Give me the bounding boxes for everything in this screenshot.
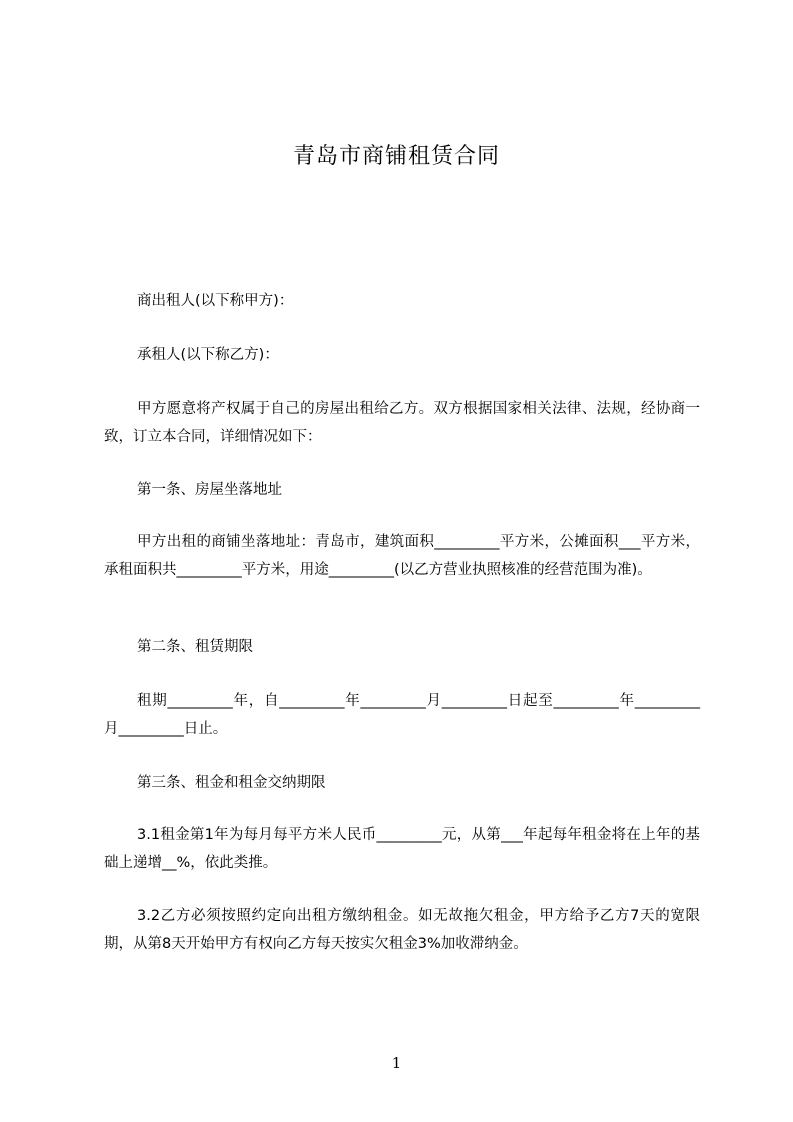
lessee-line: 承租人(以下称乙方)： (137, 347, 279, 363)
lessor-line: 商出租人(以下称甲方)： (137, 293, 294, 309)
article1-body: 甲方出租的商铺坐落地址：青岛市，建筑面积_________平方米，公摊面积___平方米，承租面积共_________平方米，用途_________(以乙方营业执照核准的经营范围为准)。 (104, 534, 700, 578)
article3-clause-1: 3.1租金第1年为每月每平方米人民币_________元，从第___年起每年租金将在上年的基础上递增__%，依此类推。 (104, 827, 700, 871)
article1-heading: 第一条、房屋坐落地址 (137, 482, 282, 498)
page-number: 1 (391, 1054, 402, 1072)
article3-clause-2: 3.2乙方必须按照约定向出租方缴纳租金。如无故拖欠租金，甲方给予乙方7天的宽限期，从第8天开始甲方有权向乙方每天按实欠租金3%加收滞纳金。 (104, 908, 700, 952)
article2-heading: 第二条、租赁期限 (137, 639, 253, 655)
intro-paragraph: 甲方愿意将产权属于自己的房屋出租给乙方。双方根据国家相关法律、法规，经协商一致，订立本合同，详细情况如下： (104, 401, 700, 445)
article3-heading: 第三条、租金和租金交纳期限 (137, 775, 326, 791)
article2-body: 租期_________年，自_________年_________月_________日起至_________年_________月_________日止。 (104, 693, 700, 737)
contract-title: 青岛市商铺租赁合同 (292, 144, 500, 169)
